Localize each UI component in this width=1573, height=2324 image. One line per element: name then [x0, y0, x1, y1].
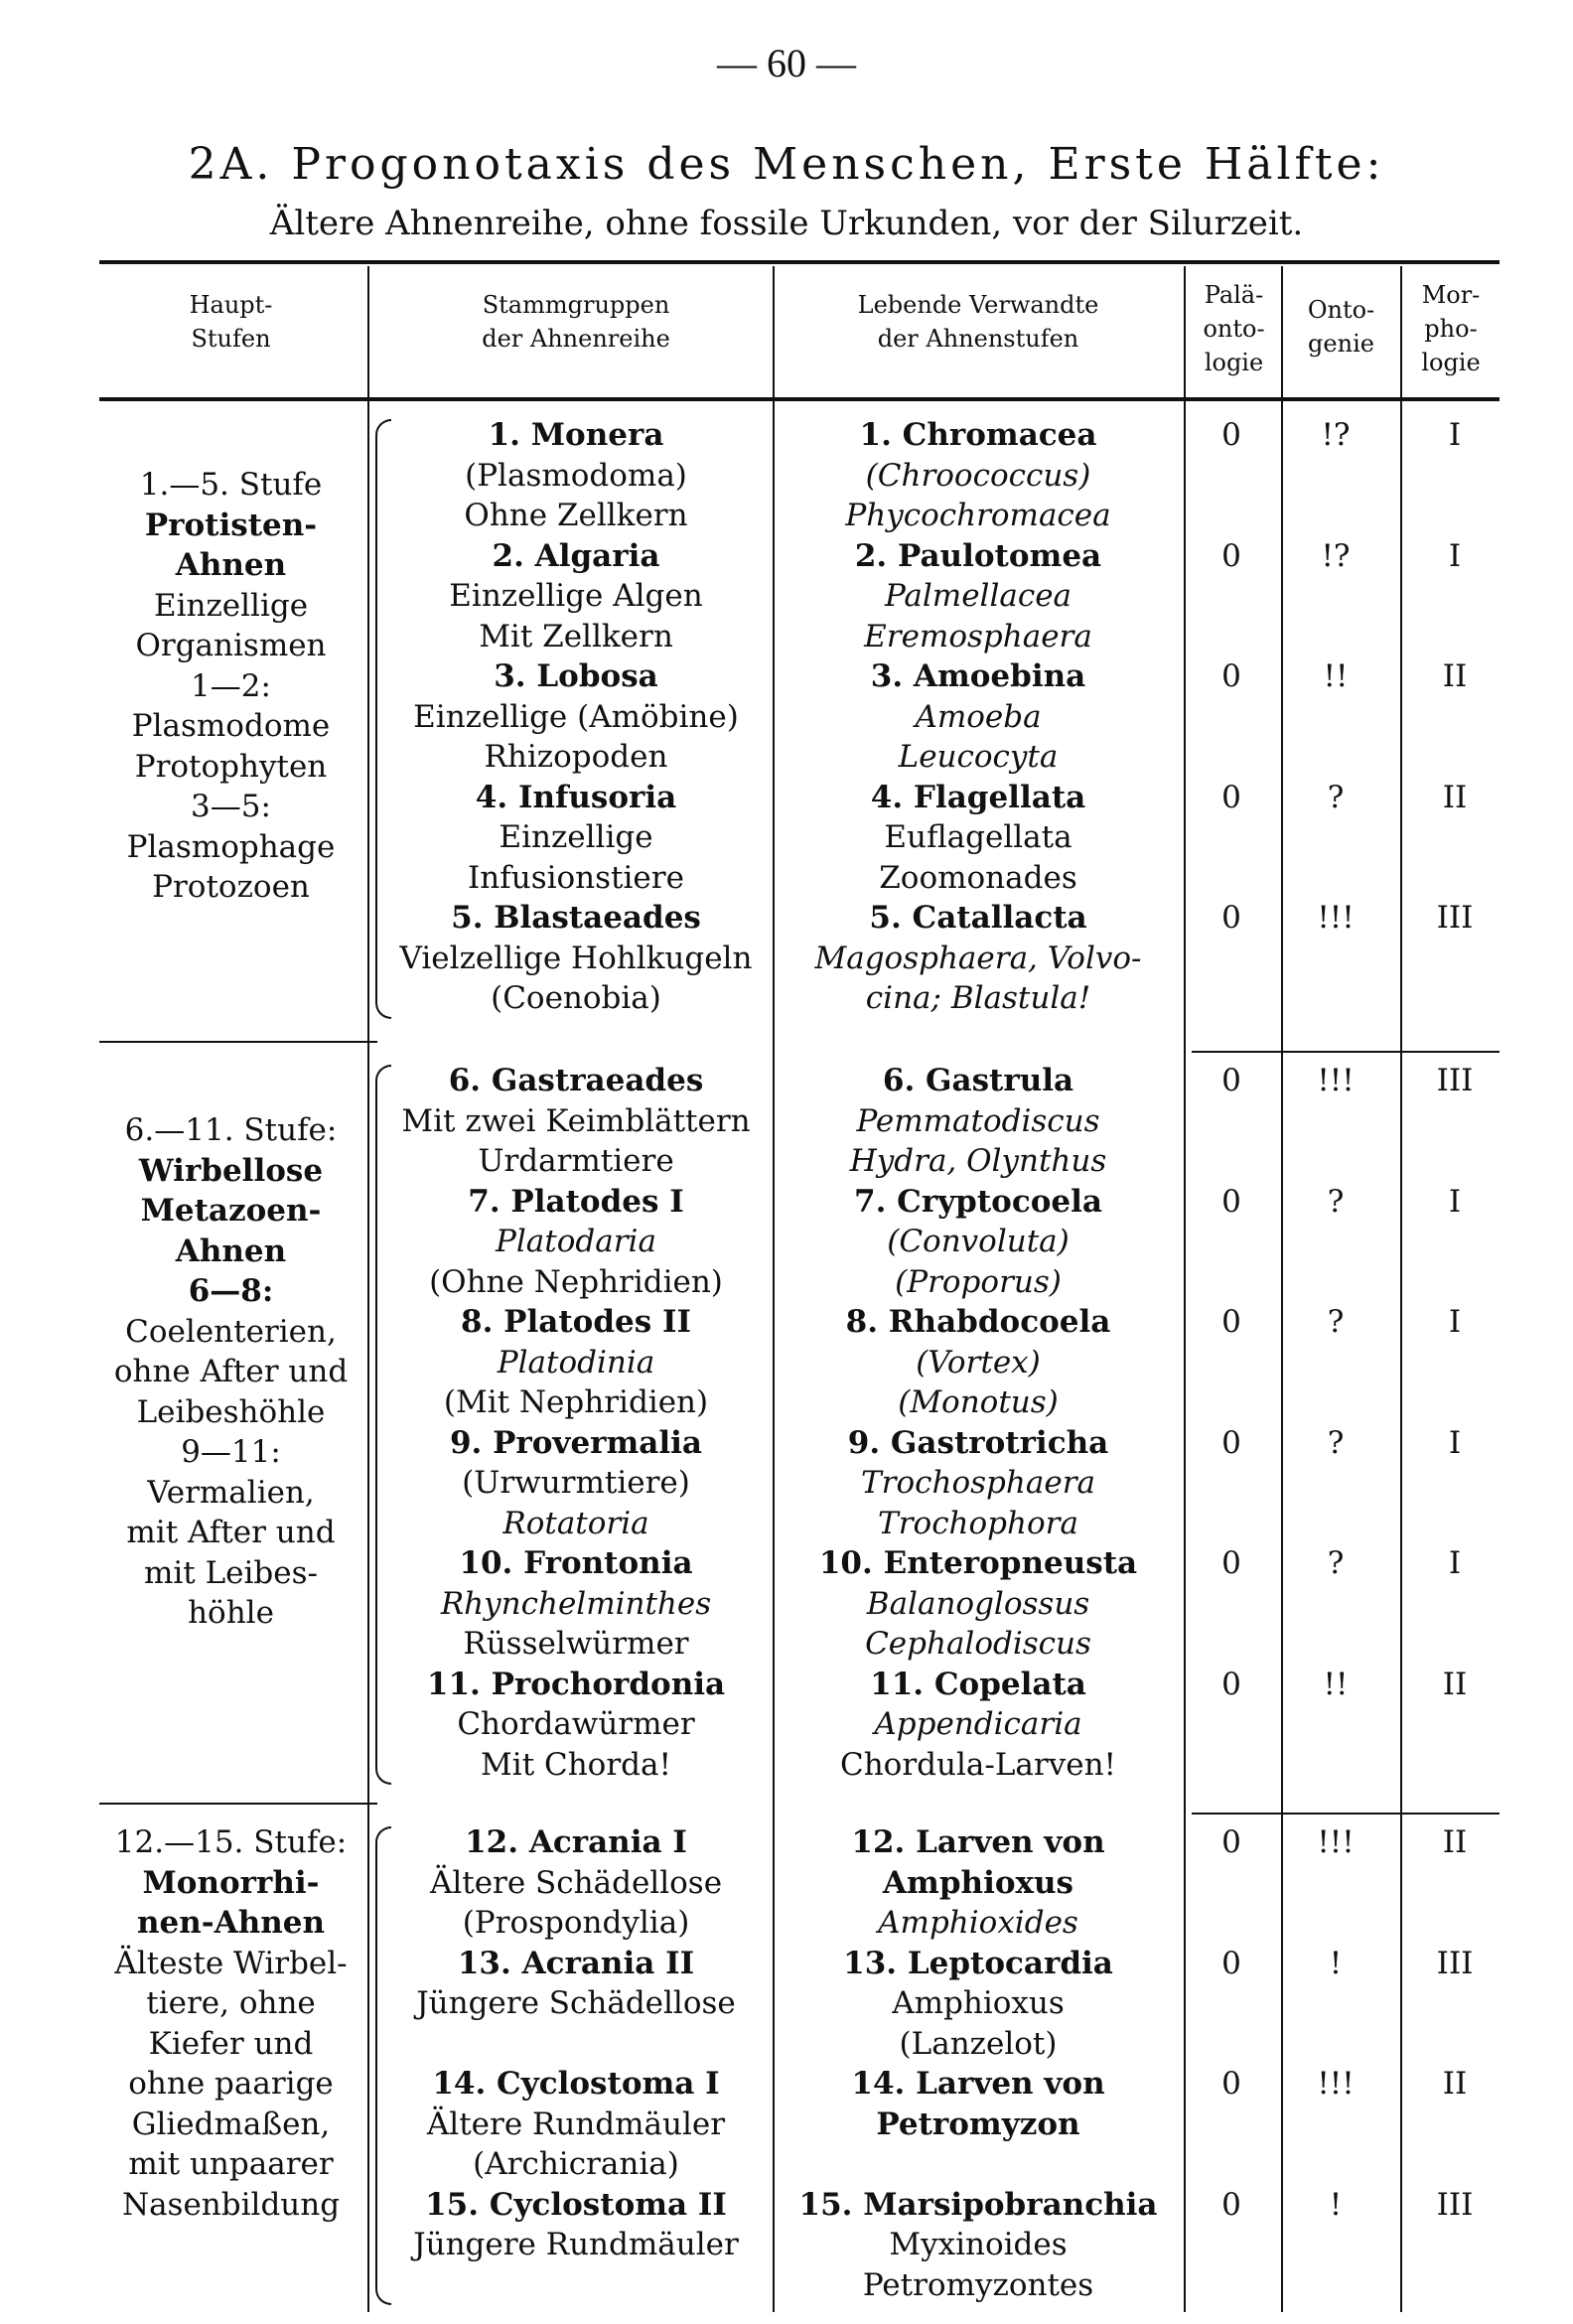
- palaeontologie-value: 0: [1221, 900, 1241, 936]
- stufen-cell-2: [99, 1110, 362, 1634]
- stufen-line: Organismen: [135, 628, 327, 663]
- stufen-line: Ahnen: [175, 547, 287, 583]
- stammgruppe-note: (Plasmodoma): [465, 457, 687, 494]
- stammgruppe-cell: [387, 2185, 765, 2306]
- verwandte-note: (Proporus): [895, 1263, 1062, 1300]
- verwandte-note: Eremosphaera: [864, 618, 1092, 654]
- stammgruppe-note: Platodinia: [497, 1344, 655, 1380]
- stammgruppe-name: 1. Monera: [488, 417, 664, 453]
- header-c1: [99, 288, 362, 356]
- verwandte-name: 6. Gastrula: [882, 1063, 1074, 1098]
- stammgruppe-name: 12. Acrania I: [465, 1824, 687, 1860]
- verwandte-note: Cephalodiscus: [865, 1626, 1091, 1662]
- verwandte-cell: [780, 656, 1177, 778]
- verwandte-note: Trochosphaera: [861, 1465, 1095, 1501]
- ontogenie-value: !!!: [1317, 900, 1355, 936]
- verwandte-cell: [780, 415, 1177, 536]
- palaeontologie-value: 0: [1221, 1183, 1241, 1220]
- header-line: logie: [1204, 349, 1264, 376]
- table-top-rule: [99, 260, 1500, 264]
- header-line: onto-: [1203, 315, 1265, 343]
- stammgruppe-note: (Prospondylia): [462, 1905, 690, 1941]
- ontogenie-value: ?: [1327, 1545, 1345, 1581]
- stammgruppe-name: 7. Platodes I: [468, 1183, 684, 1220]
- palaeontologie-value: 0: [1221, 417, 1241, 453]
- stufen-line: 6.—11. Stufe:: [124, 1112, 338, 1148]
- stammgruppe-name: 9. Provermalia: [449, 1424, 703, 1461]
- header-line: Onto-: [1307, 296, 1375, 324]
- stammgruppe-note: Ohne Zellkern: [464, 498, 688, 533]
- header-line: Stufen: [191, 325, 271, 353]
- stammgruppe-note: Ältere Rundmäuler: [426, 2106, 726, 2142]
- stufen-line: Ahnen: [175, 1233, 287, 1269]
- morphologie-value: II: [1442, 1824, 1468, 1860]
- stufen-line: Gliedmaßen,: [131, 2106, 331, 2142]
- verwandte-cell: [780, 778, 1177, 899]
- header-line: Lebende Verwandte: [857, 291, 1099, 319]
- palaeontologie-value: 0: [1221, 1666, 1241, 1702]
- stufen-line: Vermalien,: [147, 1474, 315, 1511]
- stufen-line: 1.—5. Stufe: [139, 467, 323, 503]
- ontogenie-value: ?: [1327, 1183, 1345, 1220]
- verwandte-cell: [780, 536, 1177, 657]
- verwandte-name: 5. Catallacta: [869, 900, 1087, 936]
- stufen-line: mit After und: [126, 1515, 336, 1550]
- column-divider-vr-4: [1281, 266, 1283, 2312]
- palaeontologie-value: 0: [1221, 1063, 1241, 1098]
- header-c6: [1402, 278, 1500, 379]
- verwandte-note: Myxinoides: [889, 2227, 1068, 2262]
- page-subtitle: Ältere Ahnenreihe, ohne fossile Urkunden, vor der Silurzeit.: [269, 204, 1304, 243]
- morphologie-value: III: [1436, 900, 1474, 936]
- stammgruppe-cell: [387, 1822, 765, 1944]
- ontogenie-value: ?: [1327, 779, 1345, 815]
- verwandte-note: Palmellacea: [884, 578, 1072, 614]
- stammgruppe-name: 6. Gastraeades: [448, 1063, 704, 1098]
- palaeontologie-value: 0: [1221, 1304, 1241, 1340]
- ontogenie-value: !: [1329, 2186, 1343, 2223]
- verwandte-cell: [780, 1423, 1177, 1544]
- ontogenie-value: !!: [1323, 1666, 1349, 1702]
- morphologie-value: I: [1448, 1424, 1462, 1461]
- verwandte-note: Petromyzon: [876, 2106, 1080, 2142]
- verwandte-note: Phycochromacea: [845, 498, 1111, 533]
- section-rule-2: [99, 1803, 377, 1805]
- verwandte-name: 7. Cryptocoela: [854, 1183, 1102, 1220]
- stammgruppe-note: Infusionstiere: [468, 859, 684, 896]
- verwandte-note: Balanoglossus: [866, 1585, 1090, 1622]
- ontogenie-value: !: [1329, 1945, 1343, 1981]
- header-line: Mor-: [1421, 281, 1481, 309]
- stufen-line: nen-Ahnen: [136, 1905, 326, 1941]
- verwandte-name: 10. Enteropneusta: [818, 1545, 1138, 1581]
- column-divider-vr-2: [773, 266, 775, 2312]
- stammgruppe-note: Rotatoria: [502, 1505, 649, 1541]
- palaeontologie-value: 0: [1221, 537, 1241, 574]
- stufen-line: 12.—15. Stufe:: [114, 1824, 348, 1860]
- stufen-line: Nasenbildung: [121, 2186, 341, 2223]
- verwandte-cell: [780, 1665, 1177, 1786]
- verwandte-note: Chordula-Larven!: [839, 1746, 1117, 1783]
- verwandte-name: 9. Gastrotricha: [847, 1424, 1109, 1461]
- verwandte-cell: [780, 898, 1177, 1019]
- verwandte-name: 2. Paulotomea: [854, 537, 1102, 574]
- header-line: pho-: [1424, 315, 1478, 343]
- header-bottom-rule: [99, 397, 1500, 401]
- header-line: genie: [1308, 330, 1374, 358]
- stufen-line: Metazoen-: [140, 1193, 322, 1229]
- morphologie-value: II: [1442, 2066, 1468, 2102]
- stufen-line: ohne After und: [113, 1354, 349, 1389]
- morphologie-value: I: [1448, 1545, 1462, 1581]
- palaeontologie-value: 0: [1221, 1545, 1241, 1581]
- verwandte-note: Amphioxus: [883, 1864, 1073, 1901]
- stammgruppe-note: Vielzellige Hohlkugeln: [399, 940, 753, 976]
- verwandte-name: 3. Amoebina: [870, 658, 1086, 694]
- stammgruppe-cell: [387, 536, 765, 657]
- stammgruppe-note: [387, 2265, 765, 2306]
- ontogenie-value: !!!: [1317, 1063, 1355, 1098]
- verwandte-note: (Convoluta): [887, 1224, 1070, 1259]
- ontogenie-value: !!!: [1317, 2066, 1355, 2102]
- verwandte-note: (Monotus): [898, 1384, 1059, 1420]
- morphologie-value: II: [1442, 779, 1468, 815]
- header-c5: [1284, 293, 1398, 361]
- header-line: Stammgruppen: [482, 291, 670, 319]
- verwandte-note: cina; Blastula!: [865, 980, 1091, 1016]
- morphologie-value: III: [1436, 2186, 1474, 2223]
- verwandte-name: 4. Flagellata: [870, 779, 1086, 815]
- section-rule-2b: [1192, 1813, 1500, 1815]
- stammgruppe-note: Einzellige Algen: [449, 578, 703, 614]
- ontogenie-value: ?: [1327, 1304, 1345, 1340]
- stufen-line: mit Leibes-: [143, 1554, 319, 1591]
- verwandte-note: Amphioxus: [892, 1985, 1065, 2021]
- verwandte-note: Amphioxides: [878, 1905, 1078, 1941]
- stammgruppe-name: 14. Cyclostoma I: [432, 2066, 720, 2102]
- stufen-line: ohne paarige: [128, 2066, 334, 2102]
- stammgruppe-cell: [387, 1302, 765, 1423]
- stammgruppe-name: 5. Blastaeades: [451, 900, 701, 936]
- stufen-line: Wirbellose: [138, 1152, 324, 1189]
- verwandte-note: [780, 2144, 1177, 2185]
- stammgruppe-note: Urdarmtiere: [478, 1143, 674, 1179]
- stammgruppe-note: (Mit Nephridien): [443, 1384, 709, 1420]
- stammgruppe-name: 2. Algaria: [492, 537, 660, 574]
- stammgruppe-note: Mit zwei Keimblättern: [401, 1102, 751, 1139]
- stammgruppe-note: Einzellige (Amöbine): [413, 698, 739, 735]
- stammgruppe-note: Jüngere Schädellose: [416, 1985, 736, 2021]
- column-divider-vr-5: [1400, 266, 1402, 2312]
- header-c3: [780, 288, 1177, 356]
- verwandte-note: Euflagellata: [884, 819, 1072, 855]
- stammgruppe-note: Platodaria: [496, 1224, 656, 1259]
- verwandte-note: Zoomonades: [879, 859, 1077, 896]
- morphologie-value: I: [1448, 1183, 1462, 1220]
- stufen-line: Protophyten: [134, 748, 328, 785]
- verwandte-name: 13. Leptocardia: [843, 1945, 1113, 1981]
- stufen-line: Monorrhi-: [142, 1864, 320, 1901]
- stufen-line: Einzellige: [153, 587, 309, 624]
- header-line: Haupt-: [189, 291, 273, 319]
- stammgruppe-cell: [387, 1061, 765, 1182]
- verwandte-note: Petromyzontes: [862, 2266, 1094, 2303]
- ontogenie-value: !!!: [1317, 1824, 1355, 1860]
- verwandte-note: Pemmatodiscus: [856, 1102, 1100, 1139]
- morphologie-value: II: [1442, 658, 1468, 694]
- stammgruppe-name: 8. Platodes II: [461, 1304, 691, 1340]
- verwandte-name: 15. Marsipobranchia: [798, 2186, 1158, 2223]
- stufen-cell-1: [99, 465, 362, 908]
- verwandte-note: Leucocyta: [898, 739, 1059, 775]
- morphologie-value: I: [1448, 537, 1462, 574]
- morphologie-value: I: [1448, 1304, 1462, 1340]
- ontogenie-value: !?: [1321, 537, 1351, 574]
- stufen-line: Älteste Wirbel-: [114, 1945, 348, 1981]
- verwandte-note: Amoeba: [915, 698, 1042, 735]
- stufen-line: Kiefer und: [148, 2025, 314, 2062]
- morphologie-value: III: [1436, 1945, 1474, 1981]
- stufen-line: 3—5:: [191, 789, 271, 824]
- stufen-line: tiere, ohne: [146, 1985, 316, 2021]
- stammgruppe-cell: [387, 1182, 765, 1303]
- stufen-line: Protisten-: [144, 507, 318, 543]
- palaeontologie-value: 0: [1221, 1824, 1241, 1860]
- verwandte-cell: [780, 1302, 1177, 1423]
- stufen-line: mit unpaarer: [128, 2146, 334, 2182]
- morphologie-value: I: [1448, 417, 1462, 453]
- header-line: der Ahnenreihe: [482, 325, 670, 353]
- stammgruppe-cell: [387, 1665, 765, 1786]
- section-rule-1b: [1192, 1051, 1500, 1053]
- stufen-line: Plasmophage: [126, 828, 336, 865]
- stammgruppe-name: 13. Acrania II: [457, 1945, 695, 1981]
- verwandte-note: (Chroococcus): [865, 457, 1091, 494]
- stufen-line: Protozoen: [152, 869, 310, 905]
- morphologie-value: II: [1442, 1666, 1468, 1702]
- palaeontologie-value: 0: [1221, 1424, 1241, 1461]
- stammgruppe-name: 3. Lobosa: [494, 658, 658, 694]
- stammgruppe-name: 10. Frontonia: [459, 1545, 693, 1581]
- verwandte-cell: [780, 2064, 1177, 2185]
- stammgruppe-name: 4. Infusoria: [475, 779, 677, 815]
- verwandte-cell: [780, 1182, 1177, 1303]
- verwandte-note: Hydra, Olynthus: [849, 1143, 1107, 1179]
- verwandte-cell: [780, 1061, 1177, 1182]
- stammgruppe-cell: [387, 1944, 765, 2065]
- verwandte-name: 8. Rhabdocoela: [845, 1304, 1111, 1340]
- stammgruppe-cell: [387, 415, 765, 536]
- ontogenie-value: !?: [1321, 417, 1351, 453]
- stammgruppe-note: (Ohne Nephridien): [429, 1263, 723, 1300]
- stammgruppe-cell: [387, 656, 765, 778]
- stammgruppe-note: (Urwurmtiere): [462, 1465, 690, 1501]
- verwandte-cell: [780, 1944, 1177, 2065]
- stufen-line: Coelenterien,: [125, 1313, 337, 1350]
- stammgruppe-cell: [387, 778, 765, 899]
- page-title: 2A. Progonotaxis des Menschen, Erste Hälfte:: [188, 139, 1385, 190]
- stammgruppe-cell: [387, 898, 765, 1019]
- palaeontologie-value: 0: [1221, 1945, 1241, 1981]
- stammgruppe-note: Mit Chorda!: [481, 1746, 671, 1783]
- stammgruppe-name: 15. Cyclostoma II: [425, 2186, 727, 2223]
- verwandte-name: 14. Larven von: [851, 2066, 1105, 2102]
- header-c2: [387, 288, 765, 356]
- verwandte-note: (Lanzelot): [899, 2025, 1058, 2062]
- stufen-line: Leibeshöhle: [136, 1393, 326, 1430]
- stammgruppe-note: Rüsselwürmer: [463, 1626, 689, 1662]
- section-rule-1: [99, 1041, 377, 1043]
- stammgruppe-note: [387, 2024, 765, 2065]
- stufen-line: 9—11:: [181, 1434, 281, 1470]
- header-c4: [1187, 278, 1281, 379]
- stammgruppe-note: Jüngere Rundmäuler: [413, 2227, 739, 2262]
- stammgruppe-note: Rhizopoden: [484, 739, 668, 775]
- stammgruppe-cell: [387, 1543, 765, 1665]
- column-divider-vr-3: [1184, 266, 1186, 2312]
- palaeontologie-value: 0: [1221, 2186, 1241, 2223]
- stammgruppe-note: Ältere Schädellose: [429, 1864, 723, 1901]
- stufen-line: 1—2:: [191, 667, 271, 704]
- header-line: Palä-: [1204, 281, 1264, 309]
- stammgruppe-note: Rhynchelminthes: [440, 1585, 712, 1622]
- header-line: logie: [1421, 349, 1481, 376]
- ontogenie-value: ?: [1327, 1424, 1345, 1461]
- stammgruppe-note: (Archicrania): [473, 2146, 679, 2182]
- verwandte-cell: [780, 1543, 1177, 1665]
- stammgruppe-note: Einzellige: [499, 819, 653, 855]
- verwandte-cell: [780, 1822, 1177, 1944]
- palaeontologie-value: 0: [1221, 779, 1241, 815]
- stammgruppe-note: (Coenobia): [491, 980, 661, 1016]
- page-number: — 60 —: [717, 41, 856, 85]
- ontogenie-value: !!: [1323, 658, 1349, 694]
- verwandte-note: Magosphaera, Volvo-: [814, 940, 1142, 976]
- verwandte-name: 12. Larven von: [851, 1824, 1105, 1860]
- palaeontologie-value: 0: [1221, 2066, 1241, 2102]
- stammgruppe-note: Mit Zellkern: [479, 618, 673, 654]
- verwandte-note: Appendicaria: [874, 1706, 1082, 1742]
- morphologie-value: III: [1436, 1063, 1474, 1098]
- stammgruppe-cell: [387, 1423, 765, 1544]
- header-line: der Ahnenstufen: [877, 325, 1079, 353]
- column-divider-vr-1: [367, 266, 369, 2312]
- stufen-line: höhle: [188, 1595, 274, 1631]
- verwandte-note: Trochophora: [878, 1505, 1078, 1541]
- palaeontologie-value: 0: [1221, 658, 1241, 694]
- verwandte-name: 1. Chromacea: [859, 417, 1097, 453]
- verwandte-name: 11. Copelata: [870, 1666, 1086, 1702]
- stammgruppe-cell: [387, 2064, 765, 2185]
- stammgruppe-name: 11. Prochordonia: [426, 1666, 726, 1702]
- stammgruppe-note: Chordawürmer: [457, 1706, 695, 1742]
- verwandte-note: (Vortex): [916, 1344, 1041, 1380]
- stufen-cell-3: [99, 1822, 362, 2225]
- stufen-line: Plasmodome: [131, 708, 331, 744]
- verwandte-cell: [780, 2185, 1177, 2306]
- stufen-line: 6—8:: [188, 1273, 274, 1309]
